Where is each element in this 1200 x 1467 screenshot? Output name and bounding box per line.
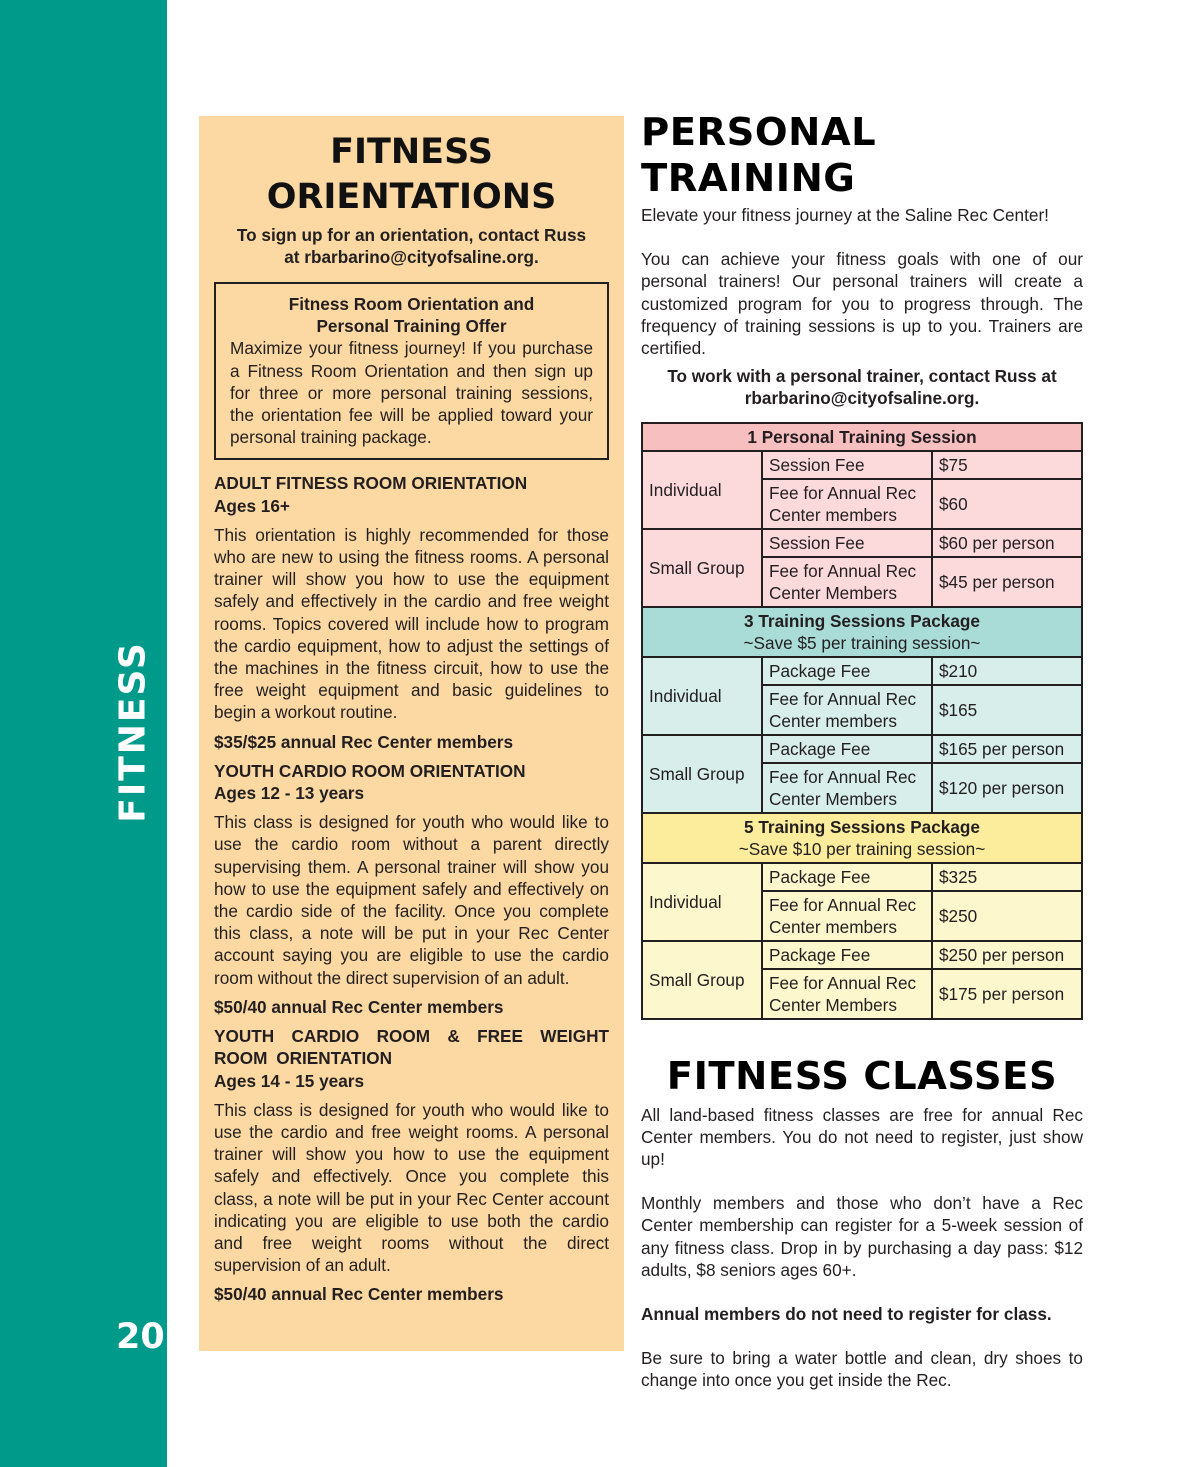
package-header-row — [642, 607, 1082, 657]
package-header: 3 Training Sessions Package ~Save $5 per training session~ — [642, 607, 1082, 657]
member-fee-value: $165 — [932, 685, 1082, 735]
contact-line: To sign up for an orientation, contact Russ — [236, 225, 587, 245]
pt-contact-line: To work with a personal trainer, contact Russ at — [667, 366, 1057, 387]
fee-value: $210 — [932, 657, 1082, 685]
offer-title-line1: Fitness Room Orientation and — [288, 294, 535, 314]
fee-value: $165 per person — [932, 735, 1082, 763]
fee-label: Package Fee — [762, 735, 932, 763]
fee-value: $325 — [932, 863, 1082, 891]
row-label: Individual — [642, 451, 762, 529]
youth-cardio-ages: Ages 12 - 13 years — [214, 783, 365, 804]
youth-free-weight-price: $50/40 annual Rec Center members — [214, 1284, 504, 1305]
row-label: Small Group — [642, 735, 762, 813]
pt-contact-email: rbarbarino@cityofsaline.org. — [744, 388, 980, 409]
package-subtitle: ~Save $10 per training session~ — [738, 838, 986, 859]
pt-contact — [641, 365, 1083, 409]
member-fee-value: $175 per person — [932, 969, 1082, 1019]
offer-body: Maximize your fitness journey! If you purchase a Fitness Room Orientation and then sign up for three or more personal training sessions, the orientation fee will be applied toward your personal training package. — [230, 338, 593, 448]
row-label: Individual — [642, 657, 762, 735]
package-header: 5 Training Sessions Package ~Save $10 per training session~ — [642, 813, 1082, 863]
adult-orientation-heading — [214, 472, 609, 516]
package-header-row — [642, 813, 1082, 863]
table-row — [642, 941, 1082, 969]
fc-paragraph-3: Annual members do not need to register for class. — [641, 1304, 1052, 1325]
fc-paragraph-1: All land-based fitness classes are free for annual Rec Center members. You do not need to register, just show up! — [641, 1104, 1083, 1170]
member-fee-value: $250 — [932, 891, 1082, 941]
adult-price: $35/$25 annual Rec Center members — [214, 731, 514, 752]
fee-label: Package Fee — [762, 941, 932, 969]
member-fee-label: Fee for Annual Rec Center members — [762, 685, 932, 735]
table-row — [642, 863, 1082, 891]
adult-heading: ADULT FITNESS ROOM ORIENTATION — [214, 473, 528, 494]
youth-cardio-body: This class is designed for youth who would like to use the cardio room without a parent directly supervising them. A personal trainer will show you how to use the equipment safely and effectively on the cardio side of the facility. Once you complete this class, a note will be put in your Rec Center account saying you are eligible to use the cardio room without the direct supervision of an adult. — [214, 812, 609, 988]
youth-cardio-price: $50/40 annual Rec Center members — [214, 996, 504, 1017]
adult-body: This orientation is highly recommended for those who are new to using the fitness rooms. A personal trainer will show you how to use the equipment safely and effectively in the cardio and free weight rooms. Topics covered will include how to program the cardio equipment, how to adjust the settings of the machines in the fitness circuit, how to use the free weight equipment and basic guidelines to begin a workout routine. — [214, 524, 609, 723]
package-header: 1 Personal Training Session — [642, 423, 1082, 451]
package-header-row — [642, 423, 1082, 451]
orientations-title-line1: FITNESS — [330, 132, 493, 172]
contact-email: at rbarbarino@cityofsaline.org. — [284, 247, 539, 267]
table-row — [642, 529, 1082, 557]
youth-cardio-heading — [214, 760, 609, 804]
member-fee-value: $60 — [932, 479, 1082, 529]
row-label: Small Group — [642, 529, 762, 607]
personal-training-title: PERSONAL TRAINING — [641, 110, 877, 201]
adult-ages: Ages 16+ — [214, 495, 290, 516]
member-fee-label: Fee for Annual Rec Center Members — [762, 557, 932, 607]
fitness-classes-title: FITNESS CLASSES — [666, 1053, 1058, 1099]
table-row — [642, 657, 1082, 685]
youth-free-weight-ages: Ages 14 - 15 years — [214, 1070, 365, 1091]
fee-label: Package Fee — [762, 863, 932, 891]
member-fee-label: Fee for Annual Rec Center Members — [762, 969, 932, 1019]
youth-free-weight-body: This class is designed for youth who would like to use the cardio and free weight rooms. A personal trainer will show you how to use the equipment safely and effectively. Once you complete this class, a note will be put in your Rec Center account indicating you are eligible to use both the cardio and free weight rooms without the direct supervision of an adult. — [214, 1099, 609, 1276]
youth-free-weight-heading — [214, 1025, 609, 1092]
member-fee-value: $45 per person — [932, 557, 1082, 607]
youth-cardio-title: YOUTH CARDIO ROOM ORIENTATION — [214, 760, 526, 781]
table-row — [642, 735, 1082, 763]
fee-value: $75 — [932, 451, 1082, 479]
fee-value: $250 per person — [932, 941, 1082, 969]
fitness-orientations-panel — [199, 116, 624, 1351]
offer-box — [214, 282, 609, 460]
pricing-table — [641, 422, 1083, 1020]
member-fee-label: Fee for Annual Rec Center members — [762, 479, 932, 529]
offer-title-line2: Personal Training Offer — [316, 316, 507, 337]
package-subtitle: ~Save $5 per training session~ — [743, 632, 981, 653]
pt-tagline: Elevate your fitness journey at the Saline Rec Center! — [641, 205, 1049, 225]
member-fee-label: Fee for Annual Rec Center members — [762, 891, 932, 941]
fee-label: Package Fee — [762, 657, 932, 685]
sidebar — [0, 0, 167, 1467]
fee-value: $60 per person — [932, 529, 1082, 557]
member-fee-value: $120 per person — [932, 763, 1082, 813]
member-fee-label: Fee for Annual Rec Center Members — [762, 763, 932, 813]
pt-intro: You can achieve your fitness goals with one of our personal trainers! Our personal trainers will create a customized program for you to progress through. The frequency of training sessions is up to you. Trainers are certified. — [641, 249, 1083, 359]
orientations-title-line2: ORIENTATIONS — [266, 177, 557, 217]
right-column — [641, 110, 1083, 1392]
fc-paragraph-2: Monthly members and those who don’t have a Rec Center membership can register for a 5-week session of any fitness class. Drop in by purchasing a day pass: $12 adults, $8 seniors ages 60+. — [641, 1193, 1083, 1280]
orientations-contact — [214, 224, 609, 268]
fee-label: Session Fee — [762, 451, 932, 479]
section-label: FITNESS — [112, 641, 154, 823]
row-label: Small Group — [642, 941, 762, 1019]
fc-paragraph-4: Be sure to bring a water bottle and clean, dry shoes to change into once you get inside the Rec. — [641, 1348, 1083, 1391]
table-row — [642, 451, 1082, 479]
row-label: Individual — [642, 863, 762, 941]
page-number: 20 — [116, 1317, 165, 1357]
fee-label: Session Fee — [762, 529, 932, 557]
youth-free-weight-title: YOUTH CARDIO ROOM & FREE WEIGHT ROOM ORIENTATION — [214, 1026, 609, 1069]
